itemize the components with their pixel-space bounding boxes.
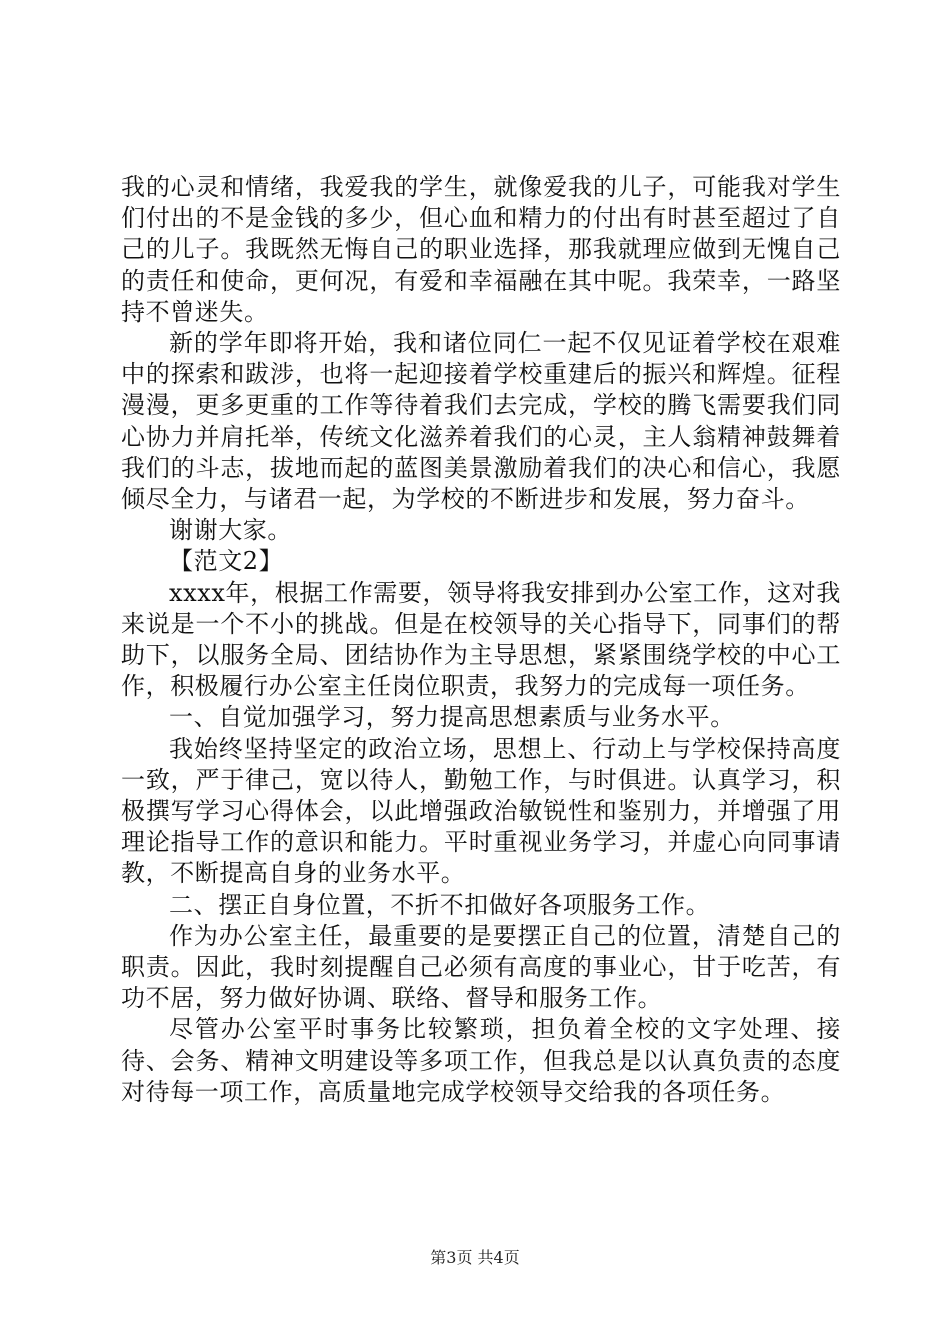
document-body — [121, 172, 841, 1108]
section-heading-1: 一、自觉加强学习，努力提高思想素质与业务水平。 — [169, 703, 735, 732]
section-heading-sample-2: 【范文2】 — [169, 547, 284, 576]
paragraph-2: 新的学年即将开始，我和诸位同仁一起不仅见证着学校在艰难中的探索和跋涉，也将一起迎接着学校重建后的振兴和辉煌。征程漫漫，更多更重的工作等待着我们去完成，学校的腾飞需要我们同心协力并肩托举，传统文化滋养着我们的心灵，主人翁精神鼓舞着我们的斗志，拔地而起的蓝图美景激励着我们的决心和信心，我愿倾尽全力，与诸君一起，为学校的不断进步和发展，努力奋斗。 — [121, 329, 841, 514]
paragraph-9: 作为办公室主任，最重要的是要摆正自己的位置，清楚自己的职责。因此，我时刻提醒自己必须有高度的事业心，甘于吃苦，有功不居，努力做好协调、联络、督导和服务工作。 — [121, 921, 841, 1013]
paragraph-5: xxxx年，根据工作需要，领导将我安排到办公室工作，这对我来说是一个不小的挑战。但是在校领导的关心指导下，同事们的帮助下，以服务全局、团结协作为主导思想，紧紧围绕学校的中心工作，积极履行办公室主任岗位职责，我努力的完成每一项任务。 — [121, 578, 841, 701]
section-heading-2: 二、摆正自身位置，不折不扣做好各项服务工作。 — [169, 890, 711, 919]
paragraph-1: 我的心灵和情绪，我爱我的学生，就像爱我的儿子，可能我对学生们付出的不是金钱的多少，但心血和精力的付出有时甚至超过了自己的儿子。我既然无悔自己的职业选择，那我就理应做到无愧自己的责任和使命，更何况，有爱和幸福融在其中呢。我荣幸，一路坚持不曾迷失。 — [121, 173, 841, 326]
page-footer: 第3页 共4页 — [430, 1248, 520, 1267]
paragraph-7: 我始终坚持坚定的政治立场，思想上、行动上与学校保持高度一致，严于律己，宽以待人，勤勉工作，与时俱进。认真学习，积极撰写学习心得体会，以此增强政治敏锐性和鉴别力，并增强了用理论指导工作的意识和能力。平时重视业务学习，并虚心向同事请教，不断提高自身的业务水平。 — [121, 734, 841, 888]
paragraph-10: 尽管办公室平时事务比较繁琐，担负着全校的文字处理、接待、会务、精神文明建设等多项工作，但我总是以认真负责的态度对待每一项工作，高质量地完成学校领导交给我的各项任务。 — [121, 1015, 841, 1106]
paragraph-3: 谢谢大家。 — [169, 516, 292, 545]
